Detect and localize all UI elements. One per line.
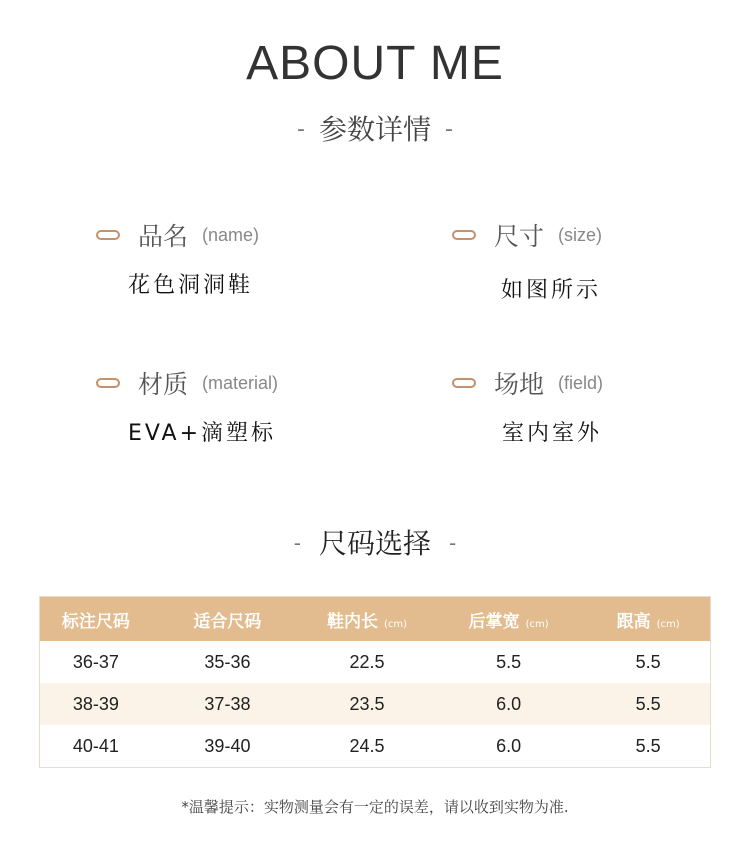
table-cell: 40-41 (72, 735, 119, 756)
table-cell: 37-38 (204, 693, 251, 714)
column-header: 鞋内长 (cm) (327, 611, 408, 632)
size-dash-left: - (293, 531, 301, 555)
spec-size (452, 218, 602, 304)
tip-note: *温馨提示：实物测量会有一定的误差，请以收到实物为准. (181, 798, 569, 816)
size-dash-right: - (449, 531, 457, 555)
table-cell: 5.5 (635, 651, 661, 672)
size-section-title (0, 522, 750, 562)
table-cell: 35-36 (204, 651, 251, 672)
column-header: 适合尺码 (193, 611, 262, 632)
spec-en-label: (name) (202, 224, 260, 245)
pill-icon (452, 378, 476, 388)
table-row (40, 641, 710, 683)
subtitle-dash-right: - (445, 117, 453, 142)
table-cell: 36-37 (72, 651, 119, 672)
spec-field (452, 366, 603, 447)
table-cell: 23.5 (349, 693, 385, 714)
page-subtitle (0, 108, 750, 148)
spec-label: 品名 (138, 222, 189, 251)
spec-label: 尺寸 (494, 222, 545, 251)
table-row (40, 683, 710, 725)
column-header: 跟高 (cm) (616, 611, 680, 632)
spec-en-label: (size) (558, 224, 603, 245)
subtitle-text: 参数详情 (318, 113, 431, 146)
table-cell: 38-39 (72, 693, 119, 714)
size-title-text: 尺码选择 (318, 527, 431, 560)
table-cell: 6.0 (496, 693, 522, 714)
table-cell: 5.5 (496, 651, 522, 672)
page-title: ABOUT ME (246, 37, 504, 90)
subtitle-dash-left: - (297, 117, 305, 142)
spec-value: 花色洞洞鞋 (128, 273, 254, 298)
spec-label: 材质 (138, 370, 189, 399)
column-unit: (cm) (656, 618, 680, 630)
pill-icon (452, 230, 476, 240)
spec-label: 场地 (494, 370, 545, 399)
table-header-row (40, 597, 710, 641)
size-table (39, 596, 711, 768)
table-cell: 39-40 (204, 735, 251, 756)
spec-value: EVA+滴塑标 (128, 421, 277, 446)
spec-en-label: (material) (202, 372, 279, 393)
table-cell: 24.5 (349, 735, 385, 756)
column-header: 后掌宽 (cm) (468, 611, 549, 632)
table-cell: 5.5 (635, 735, 661, 756)
column-header: 标注尺码 (61, 611, 130, 632)
column-unit: (cm) (384, 618, 408, 630)
spec-en-label: (field) (558, 372, 604, 393)
spec-value: 如图所示 (501, 278, 602, 303)
spec-value: 室内室外 (502, 421, 603, 446)
table-cell: 6.0 (496, 735, 522, 756)
table-row (40, 725, 710, 767)
spec-name (96, 218, 259, 299)
spec-material (96, 366, 278, 447)
pill-icon (96, 378, 120, 388)
table-cell: 5.5 (635, 693, 661, 714)
pill-icon (96, 230, 120, 240)
column-unit: (cm) (525, 618, 549, 630)
table-cell: 22.5 (349, 651, 385, 672)
